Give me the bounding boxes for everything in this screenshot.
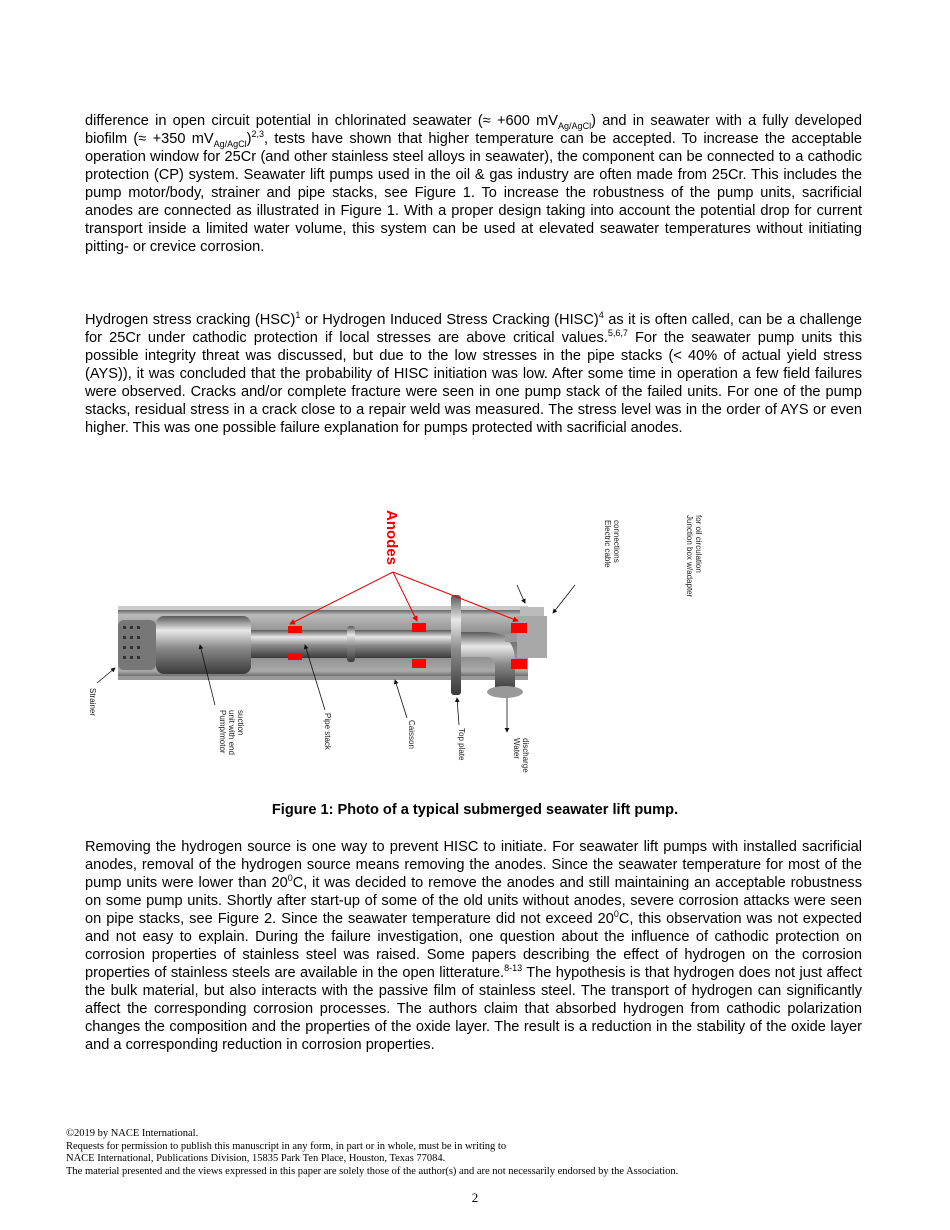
paragraph-hisc (85, 311, 862, 437)
label-pump-line: Pump/motor (218, 710, 227, 754)
label-caisson: Caisson (407, 720, 416, 749)
label-electric-cable (603, 520, 621, 570)
footer (66, 1128, 678, 1178)
page-number: 2 (471, 1190, 479, 1205)
subscript-text: Ag/AgCl (558, 120, 592, 131)
text-segment: ) (246, 131, 252, 147)
footer-permission: Requests for permission to publish this manuscript in any form, in part or in whole, must be in writing to (66, 1140, 507, 1152)
label-water-line: discharge (521, 738, 530, 773)
footer-copyright: ©2019 by NACE International. (66, 1128, 199, 1139)
label-top-plate: Top plate (457, 728, 466, 761)
text-segment: For the seawater pump units this possible integrity threat was discussed, but due to the low stresses in the pipe stacks (< 40% of actual yield stress (AYS)), it was concluded that the probability of HISC initiation was low. After some time in operation a few field failures were observed. Cracks and/or complete fracture were seen in one pump stack of the failed units. For one of the pump stacks, residual stress in a crack close to a repair weld was measured. The stress level was in the order of AYS or even higher. This was one possible failure explanation for pumps protected with sacrificial anodes. (85, 330, 862, 436)
text-segment: or Hydrogen Induced Stress Cracking (HISC) (300, 312, 599, 328)
paragraph-cp-system (85, 112, 862, 256)
text-segment: The hypothesis is that hydrogen does not just affect the bulk material, but also interacts with the passive film of stainless steel. The transport of hydrogen can significantly affect the corresponding corrosion processes. The authors claim that absorbed hydrogen from cathodic polarization changes the composition and the properties of the oxide layer. The result is a reduction in the stability of the oxide layer and a corresponding reduction in corrosion properties. (85, 965, 862, 1053)
label-strainer: Strainer (88, 688, 97, 717)
label-electric-line: connections (612, 520, 621, 563)
supscript-text: 8-13 (504, 963, 523, 974)
text-segment: difference in open circuit potential in chlorinated seawater (≈ +600 mV (85, 113, 559, 129)
supscript-text: 0 (287, 873, 293, 884)
text-segment: , tests have shown that higher temperature can be accepted. To increase the acceptable operation window for 25Cr (and other stainless steel alloys in seawater), the component can be connected to a cathodic protection (CP) system. Seawater lift pumps used in the oil & gas industry are often made from 25Cr. This includes the pump motor/body, strainer and pipe stacks, see Figure 1. To increase the robustness of the pump units, sacrificial anodes are connected as illustrated in Figure 1. With a proper design taking into account the potential drop for current transport inside a limited water volume, this system can be used at elevated seawater temperatures without initiating pitting- or crevice corrosion. (85, 131, 863, 255)
figure-1-pump-illustration (85, 500, 710, 775)
top-plate (451, 595, 461, 695)
pump-motor (156, 616, 251, 674)
supscript-text: 0 (613, 909, 619, 920)
figure-caption: Figure 1: Photo of a typical submerged seawater lift pump. (271, 802, 679, 818)
anodes-label: Anodes (383, 510, 400, 566)
label-pipe-stack: Pipe stack (323, 713, 332, 750)
subscript-text: Ag/AgCl (213, 138, 247, 149)
label-electric-line: Electric cable (603, 520, 612, 568)
label-pump-line: suction (236, 710, 245, 736)
text-segment: C, it was decided to remove the anodes and still maintaining an acceptable robustness on some pump units. Shortly after start-up of some of the old units without anodes, severe corrosion attacks were seen on pipe stacks, see Figure 2. Since the seawater temperature did not exceed 20 (85, 875, 862, 927)
supscript-text: 4 (598, 310, 604, 321)
supscript-text: 2,3 (251, 129, 265, 140)
paragraph-hydrogen-source (85, 838, 862, 1054)
text-segment: ) and in seawater with a fully developed biofilm (≈ +350 mV (85, 113, 862, 147)
label-water-discharge (512, 738, 530, 773)
label-water-line: Water (512, 738, 521, 760)
label-pump-motor (218, 710, 245, 757)
label-junction-line: Junction box w/adapter (685, 515, 694, 598)
text-segment: C, this observation was not expected and not easy to explain. During the failure investigation, one question about the influence of cathodic protection on corrosion properties of stainless steel was raised. Some papers describing the effect of hydrogen on the corrosion properties of stainless steels are available in the open litterature. (85, 911, 862, 981)
text-segment: as it is often called, can be a challenge for 25Cr under cathodic protection if local stresses are above critical values. (85, 312, 862, 346)
footer-disclaimer: The material presented and the views expressed in this paper are solely those of the author(s) and are not necessarily endorsed by the Association. (66, 1165, 679, 1177)
footer-address: NACE International, Publications Division, 15835 Park Ten Place, Houston, Texas 77084. (66, 1153, 446, 1164)
supscript-text: 1 (295, 310, 301, 321)
label-junction-box (685, 515, 703, 600)
label-junction-line: for oil circulation (694, 515, 703, 573)
label-pump-line: unit with end (227, 710, 236, 755)
text-segment: Removing the hydrogen source is one way to prevent HISC to initiate. For seawater lift pumps with installed sacrificial anodes, removal of the hydrogen source means removing the anodes. Since the seawater temperature for most of the pump units were lower than 20 (85, 839, 862, 891)
junction-box (517, 616, 547, 658)
text-segment: Hydrogen stress cracking (HSC) (85, 312, 296, 328)
supscript-text: 5,6,7 (607, 328, 628, 339)
